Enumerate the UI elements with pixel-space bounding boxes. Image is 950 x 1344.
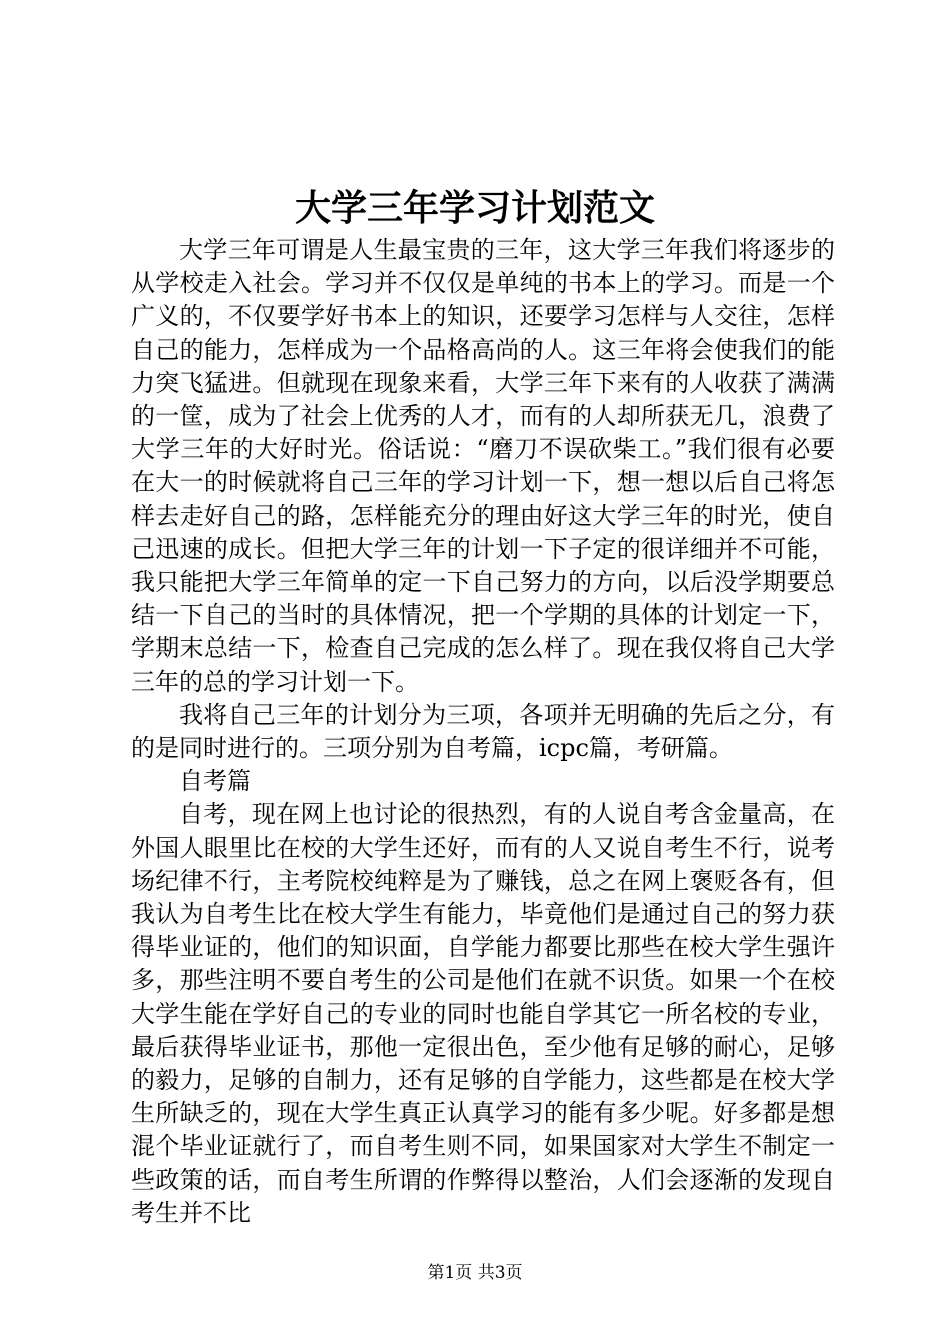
document-title: 大学三年学习计划范文 [294,187,655,229]
page-number-footer: 第1页 共3页 [427,1263,523,1283]
section-heading-self-study-exam: 自考篇 [179,767,251,796]
paragraph-intro: 大学三年可谓是人生最宝贵的三年，这大学三年我们将逐步的从学校走入社会。学习并不仅仅是单纯的书本上的学习。而是一个广义的，不仅要学好书本上的知识，还要学习怎样与人交往，怎样自己的能力，怎样成为一个品格高尚的人。这三年将会使我们的能力突飞猛进。但就现在现象来看，大学三年下来有的人收获了满满的一筐，成为了社会上优秀的人才，而有的人却所获无几，浪费了大学三年的大好时光。俗话说：“磨刀不误砍柴工。”我们很有必要在大一的时候就将自己三年的学习计划一下，想一想以后自己将怎样去走好自己的路，怎样能充分的理由好这大学三年的时光，使自己迅速的成长。但把大学三年的计划一下子定的很详细并不可能，我只能把大学三年简单的定一下自己努力的方向，以后没学期要总结一下自己的当时的具体情况，把一个学期的具体的计划定一下，学期末总结一下，检查自己完成的怎么样了。现在我仅将自己大学三年的总的学习计划一下。 [131,236,835,696]
paragraph-self-study-exam: 自考，现在网上也讨论的很热烈，有的人说自考含金量高，在外国人眼里比在校的大学生还好，而有的人又说自考生不行，说考场纪律不行，主考院校纯粹是为了赚钱，总之在网上褒贬各有，但我认为自考生比在校大学生有能力，毕竟他们是通过自己的努力获得毕业证的，他们的知识面，自学能力都要比那些在校大学生强许多，那些注明不要自考生的公司是他们在就不识货。如果一个在校大学生能在学好自己的专业的同时也能自学其它一所名校的专业，最后获得毕业证书，那他一定很出色，至少他有足够的耐心，足够的毅力，足够的自制力，还有足够的自学能力，这些都是在校大学生所缺乏的，现在大学生真正认真学习的能有多少呢。好多都是想混个毕业证就行了，而自考生则不同，如果国家对大学生不制定一些政策的话，而自考生所谓的作弊得以整治，人们会逐渐的发现自考生并不比 [131,800,835,1227]
document-body [131,234,835,1230]
paragraph-plan-overview: 我将自己三年的计划分为三项，各项并无明确的先后之分，有的是同时进行的。三项分别为自考篇，icpc篇，考研篇。 [131,700,835,763]
